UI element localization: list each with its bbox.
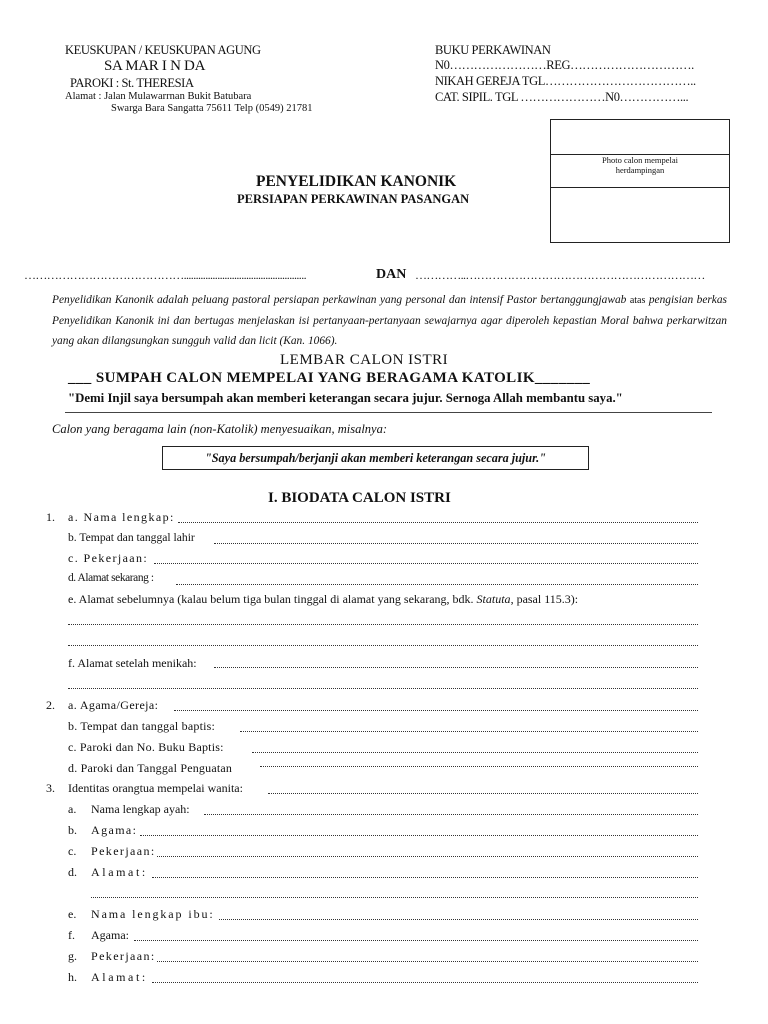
- dan-label: DAN: [376, 267, 407, 282]
- item-3f-letter: f.: [68, 928, 75, 942]
- mother-occupation-field[interactable]: [157, 961, 698, 962]
- item-1-number: 1.: [46, 510, 55, 524]
- post-marriage-address-field-2[interactable]: [68, 688, 698, 689]
- groom-name-dots: ……………………………………...................................................: [24, 268, 307, 282]
- statuta-ref: Statuta: [476, 592, 511, 606]
- previous-address-field-1[interactable]: [68, 624, 698, 625]
- marriage-book-label: BUKU PERKAWINAN: [435, 43, 551, 57]
- pasal-ref: , pasal 115.3):: [510, 592, 579, 606]
- mother-name-label: Nama lengkap ibu:: [91, 907, 215, 921]
- father-religion-field[interactable]: [140, 835, 698, 836]
- item-3b-letter: b.: [68, 823, 77, 837]
- baptism-place-date-field[interactable]: [240, 731, 698, 732]
- confirmation-label: d. Paroki dan Tanggal Penguatan: [68, 761, 233, 775]
- book-number-field: N0……………………REG………………………….: [435, 58, 694, 72]
- photo-caption-band: [551, 154, 729, 188]
- address-line-2: Swarga Bara Sangatta 75611 Telp (0549) 21781: [111, 103, 313, 114]
- item-3-number: 3.: [46, 781, 55, 795]
- non-catholic-note: Calon yang beragama lain (non-Katolik) menyesuaikan, misalnya:: [52, 422, 388, 436]
- catholic-oath-text: "Demi Injil saya bersumpah akan memberi keterangan secara jujur. Sernoga Allah membantu saya.": [68, 391, 623, 405]
- item-3e-letter: e.: [68, 907, 77, 921]
- item-3d-letter: d.: [68, 865, 77, 879]
- mother-address-field[interactable]: [152, 982, 698, 983]
- bride-name-dots: …………..………………………………………………………: [415, 268, 705, 282]
- oath-heading: ___ SUMPAH CALON MEMPELAI YANG BERAGAMA KATOLIK_______: [68, 370, 591, 386]
- post-marriage-address-field[interactable]: [214, 667, 698, 668]
- birth-place-date-field[interactable]: [214, 543, 698, 544]
- sheet-title: LEMBAR CALON ISTRI: [280, 352, 449, 368]
- father-occupation-field[interactable]: [157, 856, 698, 857]
- oath-divider: [65, 412, 712, 413]
- father-name-label: Nama lengkap ayah:: [91, 802, 190, 816]
- baptism-parish-book-field[interactable]: [252, 752, 698, 753]
- church-wedding-date-field: NIKAH GEREJA TGL………………………………..: [435, 74, 696, 88]
- parish-label: PAROKI : St. THERESIA: [70, 76, 194, 90]
- father-name-field[interactable]: [204, 814, 698, 815]
- mother-religion-label: Agama:: [91, 928, 129, 942]
- item-2-number: 2.: [46, 698, 55, 712]
- current-address-field[interactable]: [176, 584, 698, 585]
- mother-name-field[interactable]: [219, 919, 698, 920]
- intro-paragraph: [52, 290, 727, 351]
- item-3c-letter: c.: [68, 844, 77, 858]
- intro-text-1: Penyelidikan Kanonik adalah peluang pastoral persiapan perkawinan yang personal dan intensif Pastor bertanggungjawab: [52, 294, 627, 306]
- item-3h-letter: h.: [68, 970, 77, 984]
- full-name-field[interactable]: [178, 522, 698, 523]
- mother-occupation-label: Pekerjaan:: [91, 949, 156, 963]
- baptism-place-date-label: b. Tempat dan tanggal baptis:: [68, 719, 216, 733]
- form-subtitle: PERSIAPAN PERKAWINAN PASANGAN: [237, 192, 470, 206]
- bride-parents-label: Identitas orangtua mempelai wanita:: [68, 781, 243, 795]
- photo-box: [550, 119, 730, 243]
- father-occupation-label: Pekerjaan:: [91, 844, 156, 858]
- non-catholic-oath-box: "Saya bersumpah/berjanji akan memberi keterangan secara jujur.": [162, 446, 589, 470]
- address-line-1: Alamat : Jalan Mulawarrnan Bukit Batubara: [65, 91, 252, 102]
- diocese-label: KEUSKUPAN / KEUSKUPAN AGUNG: [65, 43, 261, 57]
- occupation-label: c. Pekerjaan:: [68, 551, 149, 565]
- form-title: PENYELIDIKAN KANONIK: [256, 173, 457, 190]
- section-title: I. BIODATA CALON ISTRI: [268, 490, 451, 506]
- previous-address-field-2[interactable]: [68, 645, 698, 646]
- photo-caption: Photo calon mempelai herdampingan: [601, 155, 678, 175]
- intro-text-2: pengisian berkas Penyelidikan Kanonik ini dan bertugas menjelaskan isi pertanyaan-pertanyaan sewajarnya agar diperoleh kepastian Moral bahwa perkarwitzan yang akan dilangsungkan sungguh valid dan licit (Kan. 1066).: [52, 294, 727, 347]
- item-3a-letter: a.: [68, 802, 77, 816]
- father-address-label: Alamat:: [91, 865, 148, 879]
- post-marriage-address-label: f. Alamat setelah menikah:: [68, 656, 197, 670]
- item-3g-letter: g.: [68, 949, 77, 963]
- city-label: SA MAR I N DA: [104, 58, 206, 74]
- birth-place-date-label: b. Tempat dan tanggal lahir: [68, 531, 195, 544]
- religion-church-label: a. Agama/Gereja:: [68, 698, 159, 712]
- baptism-parish-book-label: c. Paroki dan No. Buku Baptis:: [68, 740, 224, 754]
- intro-text-atas: atas: [629, 295, 646, 306]
- occupation-field[interactable]: [154, 563, 698, 564]
- father-address-field-2[interactable]: [91, 897, 698, 898]
- mother-religion-field[interactable]: [134, 940, 698, 941]
- mother-address-label: Alamat:: [91, 970, 148, 984]
- previous-address-text: e. Alamat sebelumnya (kalau belum tiga bulan tinggal di alamat yang sekarang, bdk.: [68, 592, 474, 606]
- previous-address-label: [68, 592, 578, 607]
- father-address-field[interactable]: [152, 877, 698, 878]
- civil-record-field: CAT. SIPIL. TGL …………………N0……………...: [435, 90, 689, 104]
- father-religion-label: Agama:: [91, 823, 138, 837]
- full-name-label: a. Nama lengkap:: [68, 510, 175, 524]
- current-address-label: d. Alamat sekarang :: [68, 572, 154, 584]
- bride-parents-field[interactable]: [268, 793, 698, 794]
- religion-church-field[interactable]: [174, 710, 698, 711]
- confirmation-field[interactable]: [260, 766, 698, 767]
